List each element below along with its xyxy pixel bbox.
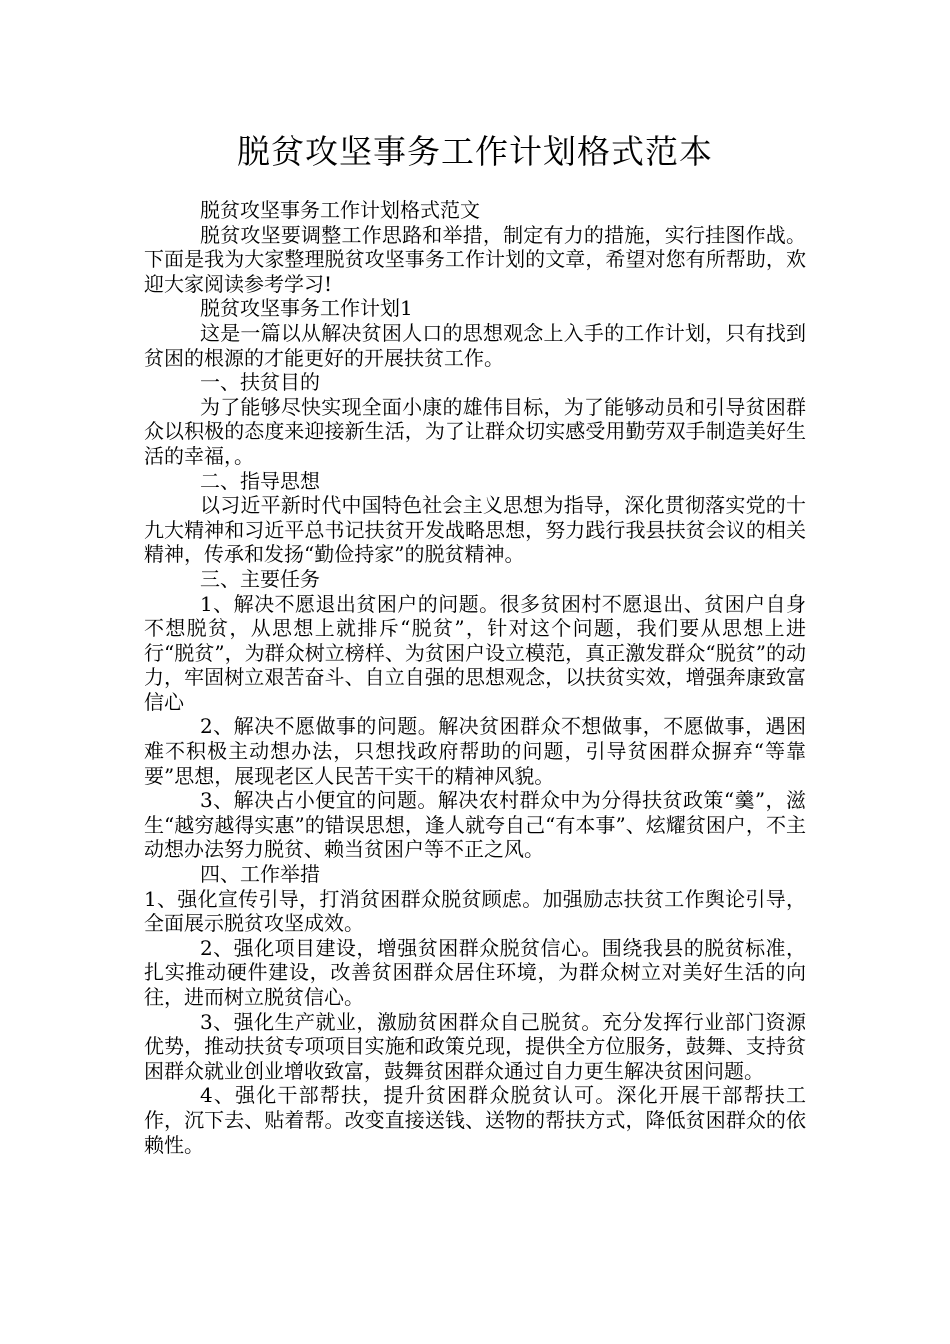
paragraph-measure-1: 1、强化宣传引导，打消贫困群众脱贫顾虑。加强励志扶贫工作舆论引导，全面展示脱贫攻坚成效。 — [144, 886, 806, 936]
section-heading-measures: 四、工作举措 — [200, 862, 320, 887]
paragraph-measure-4: 4、强化干部帮扶，提升贫困群众脱贫认可。深化开展干部帮扶工作，沉下去、贴着帮。改变直接送钱、送物的帮扶方式，降低贫困群众的依赖性。 — [144, 1083, 806, 1157]
section-heading-guiding-thought: 二、指导思想 — [200, 468, 320, 493]
paragraph-measure-2: 2、强化项目建设，增强贫困群众脱贫信心。围绕我县的脱贫标准，扎实推动硬件建设，改善贫困群众居住环境，为群众树立对美好生活的向往，进而树立脱贫信心。 — [144, 935, 806, 1009]
paragraph-purpose: 为了能够尽快实现全面小康的雄伟目标，为了能够动员和引导贫困群众以积极的态度来迎接新生活，为了让群众切实感受用勤劳双手制造美好生活的幸福，。 — [144, 394, 806, 468]
paragraph-task-1: 1、解决不愿退出贫困户的问题。很多贫困村不愿退出、贫困户自身不想脱贫，从思想上就排斥“脱贫”，针对这个问题，我们要从思想上进行“脱贫”，为群众树立榜样、为贫困户设立模范，真正激发群众“脱贫”的动力，牢固树立艰苦奋斗、自立自强的思想观念，以扶贫实效，增强奔康致富信心 — [144, 591, 806, 714]
paragraph-task-3: 3、解决占小便宜的问题。解决农村群众中为分得扶贫政策“羹”，滋生“越穷越得实惠”的错误思想，逢人就夸自己“有本事”、炫耀贫困户，不主动想办法努力脱贫、赖当贫困户等不正之风。 — [144, 788, 806, 862]
paragraph-subtitle: 脱贫攻坚事务工作计划格式范文 — [200, 198, 480, 222]
section-heading-purpose: 一、扶贫目的 — [200, 370, 320, 395]
paragraph-plan-heading: 脱贫攻坚事务工作计划1 — [200, 296, 413, 321]
paragraph-guiding-thought: 以习近平新时代中国特色社会主义思想为指导，深化贯彻落实党的十九大精神和习近平总书记扶贫开发战略思想，努力践行我县扶贫会议的相关精神，传承和发扬“勤俭持家”的脱贫精神。 — [144, 493, 806, 567]
paragraph-plan-summary: 这是一篇以从解决贫困人口的思想观念上入手的工作计划，只有找到贫困的根源的才能更好的开展扶贫工作。 — [144, 320, 806, 370]
paragraph-task-2: 2、解决不愿做事的问题。解决贫困群众不想做事，不愿做事，遇困难不积极主动想办法，只想找政府帮助的问题，引导贫困群众摒弃“等靠要”思想，展现老区人民苦干实干的精神风貌。 — [144, 714, 806, 788]
paragraph-intro: 脱贫攻坚要调整工作思路和举措，制定有力的措施，实行挂图作战。下面是我为大家整理脱贫攻坚事务工作计划的文章，希望对您有所帮助，欢迎大家阅读参考学习! — [144, 222, 806, 296]
document-page — [144, 126, 806, 1157]
paragraph-measure-3: 3、强化生产就业，激励贫困群众自己脱贫。充分发挥行业部门资源优势，推动扶贫专项项目实施和政策兑现，提供全方位服务，鼓舞、支持贫困群众就业创业增收致富，鼓舞贫困群众通过自力更生解决贫困问题。 — [144, 1009, 806, 1083]
document-title: 脱贫攻坚事务工作计划格式范本 — [237, 132, 713, 171]
document-body — [144, 198, 806, 1157]
section-heading-main-tasks: 三、主要任务 — [200, 566, 320, 591]
